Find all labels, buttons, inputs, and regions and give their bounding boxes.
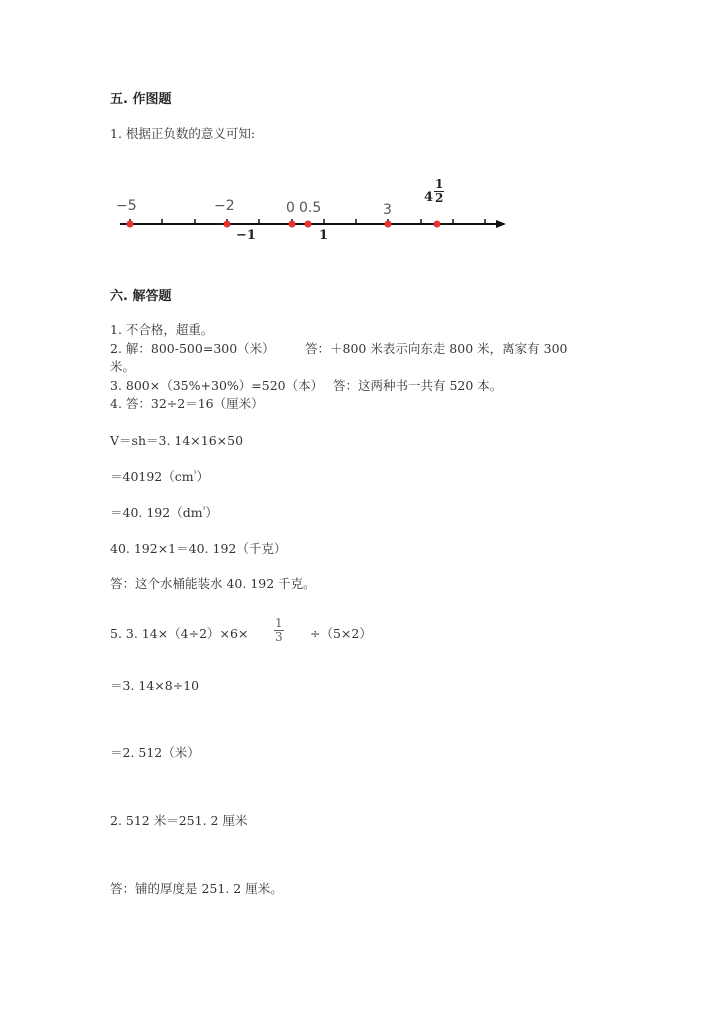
answer-3-solution: 3. 800×（35%+30%）=520（本）: [110, 378, 324, 393]
superscript: ³: [193, 469, 197, 478]
number-line-svg: [110, 190, 510, 250]
answer-4: 4. 答：32÷2＝16（厘米）: [110, 396, 264, 411]
answer-5-fraction: [274, 617, 284, 644]
text: ）: [205, 505, 218, 520]
answer-4-dm3: [110, 503, 218, 521]
fraction-numerator: 1: [275, 616, 283, 630]
point-3: [385, 221, 392, 228]
answer-4-volume: V＝sh＝3. 14×16×50: [110, 433, 244, 448]
answer-5-reply: 答：铺的厚度是 251. 2 厘米。: [110, 881, 283, 896]
fraction-denominator: 2: [435, 191, 444, 205]
label-0-5: 0.5: [299, 200, 322, 216]
label-4-half-fraction: [434, 178, 444, 205]
label-minus-1: −1: [236, 228, 256, 243]
answer-4-reply: 答：这个水桶能装水 40. 192 千克。: [110, 576, 316, 591]
label-minus-5: −5: [116, 198, 137, 214]
label-1: 1: [319, 228, 329, 243]
text: ＝40192（cm: [110, 469, 194, 484]
answer-2-reply: 答：＋800 米表示向东走 800 米，离家有 300: [305, 341, 568, 356]
answer-4-weight: 40. 192×1＝40. 192（千克）: [110, 541, 287, 556]
superscript: ³: [202, 505, 206, 514]
answer-2-solution: 2. 解：800-500=300（米）: [110, 341, 275, 356]
label-3: 3: [383, 202, 392, 218]
answer-4-cm3: [110, 467, 209, 485]
label-0: 0: [286, 200, 295, 216]
answer-5-expression-end: ÷（5×2）: [310, 626, 372, 641]
label-4-half-whole: 4: [424, 190, 434, 205]
fraction-denominator: 3: [275, 630, 283, 644]
answer-2-continuation: 米。: [110, 359, 136, 374]
label-minus-2: −2: [214, 198, 235, 214]
answer-3-reply: 答：这两种书一共有 520 本。: [333, 378, 503, 393]
section-5-question-1: 1. 根据正负数的意义可知:: [110, 126, 256, 141]
number-line: [110, 177, 510, 254]
answer-5-expression: 5. 3. 14×（4÷2）×6×: [110, 626, 249, 641]
fraction-numerator: 1: [435, 177, 444, 191]
answer-5-step-4: 2. 512 米＝251. 2 厘米: [110, 813, 248, 828]
point-0: [289, 221, 296, 228]
arrow-icon: [496, 220, 506, 228]
text: ）: [196, 469, 209, 484]
point-0-5: [305, 221, 312, 228]
section-6-title: 六. 解答题: [110, 289, 172, 304]
answer-5-step-2: ＝3. 14×8÷10: [110, 678, 200, 693]
answer-5-step-3: ＝2. 512（米）: [110, 745, 200, 760]
point-minus-5: [127, 221, 134, 228]
section-5-title: 五. 作图题: [110, 92, 172, 107]
point-minus-2: [224, 221, 231, 228]
answer-1: 1. 不合格，超重。: [110, 322, 214, 337]
text: ＝40. 192（dm: [110, 505, 203, 520]
point-4-5: [434, 221, 441, 228]
